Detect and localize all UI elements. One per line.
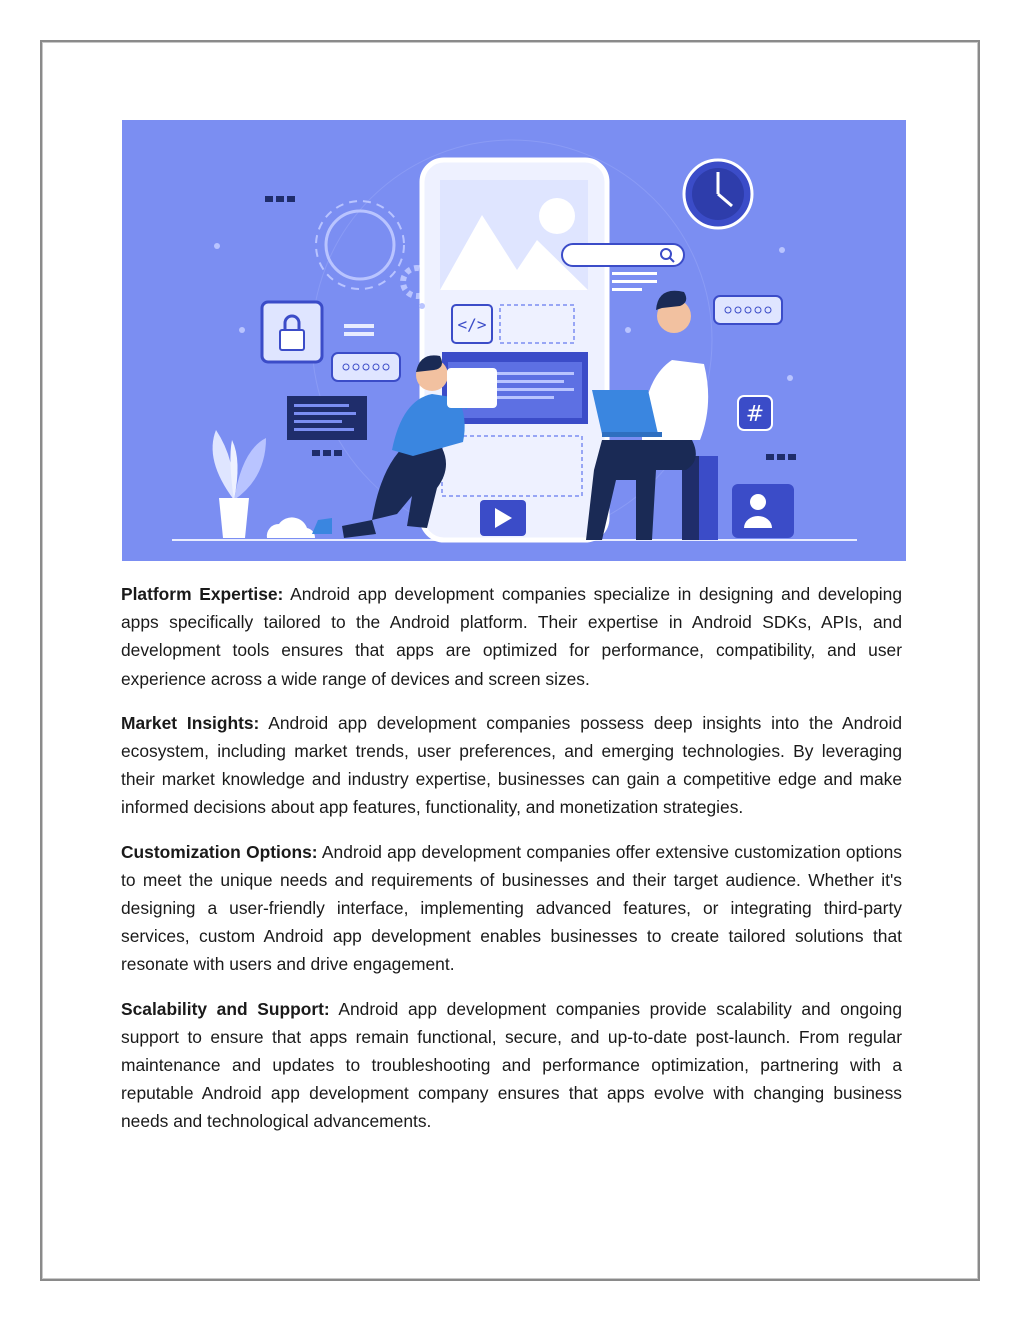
section-text: Android app development companies offer extensive customization options to meet the unique needs and requirements of businesses and their target audience. Whether it's designing a user-friendly interface, implementing advanced features, or integrating third-party services, custom Android app development enables businesses to create tailored solutions that resonate with users and drive engagement. (121, 841, 902, 975)
code-tag-icon: </> (457, 315, 487, 334)
section-platform-expertise (121, 580, 902, 693)
search-bar (562, 244, 684, 266)
section-heading: Customization Options: (121, 841, 318, 862)
phone-mockup (422, 160, 607, 540)
section-heading: Scalability and Support: (121, 998, 330, 1019)
section-heading: Platform Expertise: (121, 584, 284, 604)
chat-bubble-icon (714, 296, 782, 324)
clock-icon (684, 160, 752, 228)
section-market-insights (121, 709, 902, 822)
chat-bubble-icon (332, 353, 400, 381)
user-avatar-icon (732, 484, 794, 538)
section-heading: Market Insights: (121, 712, 260, 733)
section-customization-options (121, 838, 902, 979)
section-scalability-support (121, 995, 902, 1136)
section-text: Android app development companies possess deep insights into the Android ecosystem, including market trends, user preferences, and emerging technologies. By leveraging their market knowledge and industry expertise, businesses can gain a competitive edge and make informed decisions about app features, functionality, and monetization strategies. (121, 712, 902, 818)
app-development-illustration (122, 120, 906, 561)
section-text: Android app development companies provide scalability and ongoing support to ensure that apps remain functional, secure, and up-to-date post-launch. From regular maintenance and updates to troubleshooting and performance optimization, partnering with a reputable Android app development company ensures that apps evolve with changing business needs and technological advancements. (121, 998, 902, 1132)
lock-icon (262, 302, 322, 362)
article-body (121, 580, 902, 1152)
hash-icon (738, 396, 772, 430)
section-text: Android app development companies specialize in designing and developing apps specifically tailored to the Android platform. Their expertise in Android SDKs, APIs, and development tools ensures that apps are optimized for performance, compatibility, and user experience across a wide range of devices and screen sizes. (121, 584, 902, 689)
code-panel (287, 396, 367, 440)
svg-text:#: # (745, 402, 765, 427)
